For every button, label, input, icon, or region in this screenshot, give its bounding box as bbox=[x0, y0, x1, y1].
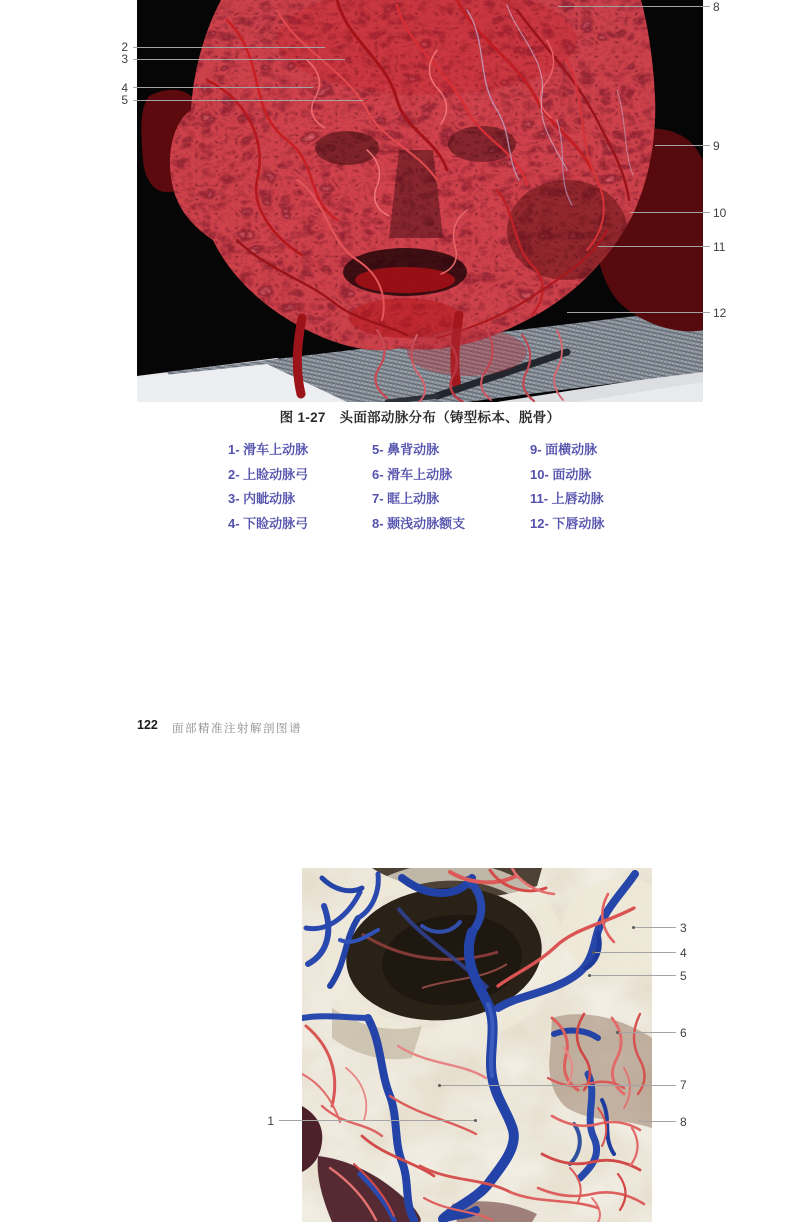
leader-line bbox=[638, 1121, 676, 1122]
leader-line bbox=[279, 1120, 476, 1121]
fig1-label-number: 2 bbox=[121, 40, 128, 54]
legend-item: 7- 眶上动脉 bbox=[372, 491, 440, 506]
fig1-label-number: 12 bbox=[713, 306, 727, 320]
legend-item: 8- 颞浅动脉额支 bbox=[372, 515, 466, 531]
legend-column-3 bbox=[530, 438, 604, 536]
legend-item: 5- 鼻背动脉 bbox=[372, 442, 440, 457]
fig1-label-number: 9 bbox=[713, 139, 720, 153]
leader-line bbox=[594, 952, 676, 953]
leader-line bbox=[133, 87, 313, 88]
fig1-label-number: 5 bbox=[121, 93, 128, 107]
leader-dot bbox=[438, 1084, 441, 1087]
fig2-label-number: 8 bbox=[680, 1115, 687, 1129]
legend-item: 10- 面动脉 bbox=[530, 466, 592, 482]
leader-line bbox=[590, 975, 676, 976]
leader-dot bbox=[474, 1119, 477, 1122]
legend-item: 1- 滑车上动脉 bbox=[228, 442, 309, 457]
skull-vessels-image bbox=[302, 868, 652, 1222]
legend-item: 3- 内眦动脉 bbox=[228, 491, 296, 506]
head-arterial-cast-image bbox=[137, 0, 703, 402]
leader-line bbox=[655, 145, 710, 146]
legend-column-2 bbox=[372, 438, 465, 536]
legend-item: 12- 下唇动脉 bbox=[530, 515, 605, 531]
fig2-label-number: 1 bbox=[267, 1114, 274, 1128]
leader-line bbox=[630, 212, 710, 213]
leader-line bbox=[133, 100, 363, 101]
leader-line bbox=[618, 1032, 676, 1033]
leader-line bbox=[440, 1085, 676, 1086]
legend-item: 2- 上睑动脉弓 bbox=[228, 466, 309, 482]
legend-item: 4- 下睑动脉弓 bbox=[228, 515, 309, 531]
fig2-label-number: 5 bbox=[680, 969, 687, 983]
fig1-label-number: 8 bbox=[713, 0, 720, 14]
leader-dot bbox=[588, 974, 591, 977]
fig2-label-number: 6 bbox=[680, 1026, 687, 1040]
leader-line bbox=[558, 6, 710, 7]
leader-line bbox=[133, 59, 345, 60]
legend-item: 9- 面横动脉 bbox=[530, 442, 598, 457]
fig1-label-number: 3 bbox=[121, 52, 128, 66]
leader-line bbox=[634, 927, 676, 928]
leader-line bbox=[133, 47, 325, 48]
legend-item: 11- 上唇动脉 bbox=[530, 491, 604, 506]
fig2-label-number: 4 bbox=[680, 946, 687, 960]
fig2-label-number: 7 bbox=[680, 1078, 687, 1092]
figure-caption: 图 1-27 头面部动脉分布（铸型标本、脱骨） bbox=[279, 410, 561, 425]
figure-top-photo bbox=[137, 0, 703, 402]
figure-bottom-photo bbox=[302, 868, 652, 1222]
page-number: 122 bbox=[137, 718, 158, 732]
legend-column-1 bbox=[228, 438, 308, 536]
leader-dot bbox=[616, 1031, 619, 1034]
leader-line bbox=[567, 312, 710, 313]
book-title: 面部精准注射解剖图谱 bbox=[172, 723, 302, 735]
legend-item: 6- 滑车上动脉 bbox=[372, 466, 453, 482]
leader-dot bbox=[632, 926, 635, 929]
fig1-label-number: 4 bbox=[121, 81, 128, 95]
fig1-label-number: 11 bbox=[713, 240, 726, 254]
leader-dot bbox=[592, 951, 595, 954]
fig1-label-number: 10 bbox=[713, 206, 727, 220]
leader-line bbox=[598, 246, 710, 247]
fig2-label-number: 3 bbox=[680, 921, 687, 935]
